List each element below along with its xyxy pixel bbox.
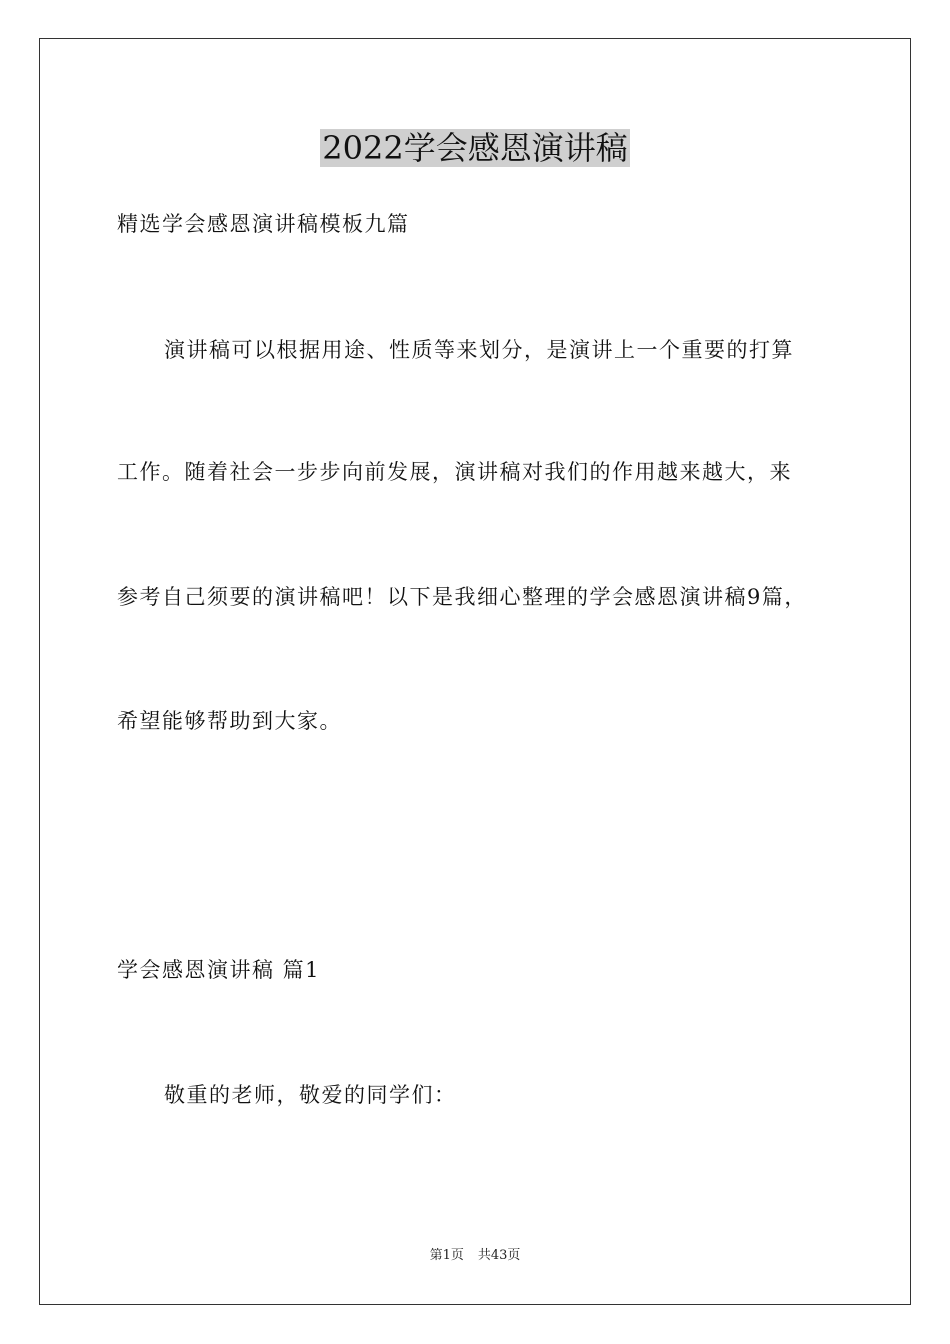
paragraph-line: 工作。随着社会一步步向前发展，演讲稿对我们的作用越来越大，来 <box>117 460 792 484</box>
page-number: 第1页 <box>429 1248 464 1263</box>
paragraph-line: 演讲稿可以根据用途、性质等来划分，是演讲上一个重要的打算 <box>164 338 794 362</box>
document-subtitle: 精选学会感恩演讲稿模板九篇 <box>117 212 410 236</box>
title-text: 2022学会感恩演讲稿 <box>322 129 628 167</box>
document-title <box>0 128 950 168</box>
section-heading: 学会感恩演讲稿 篇1 <box>117 958 321 982</box>
paragraph-line: 希望能够帮助到大家。 <box>117 709 342 733</box>
page-total: 共43页 <box>477 1248 521 1263</box>
paragraph-line: 参考自己须要的演讲稿吧！以下是我细心整理的学会感恩演讲稿9篇， <box>117 585 807 609</box>
greeting-line: 敬重的老师，敬爱的同学们： <box>164 1083 457 1107</box>
page-footer <box>0 1247 950 1265</box>
